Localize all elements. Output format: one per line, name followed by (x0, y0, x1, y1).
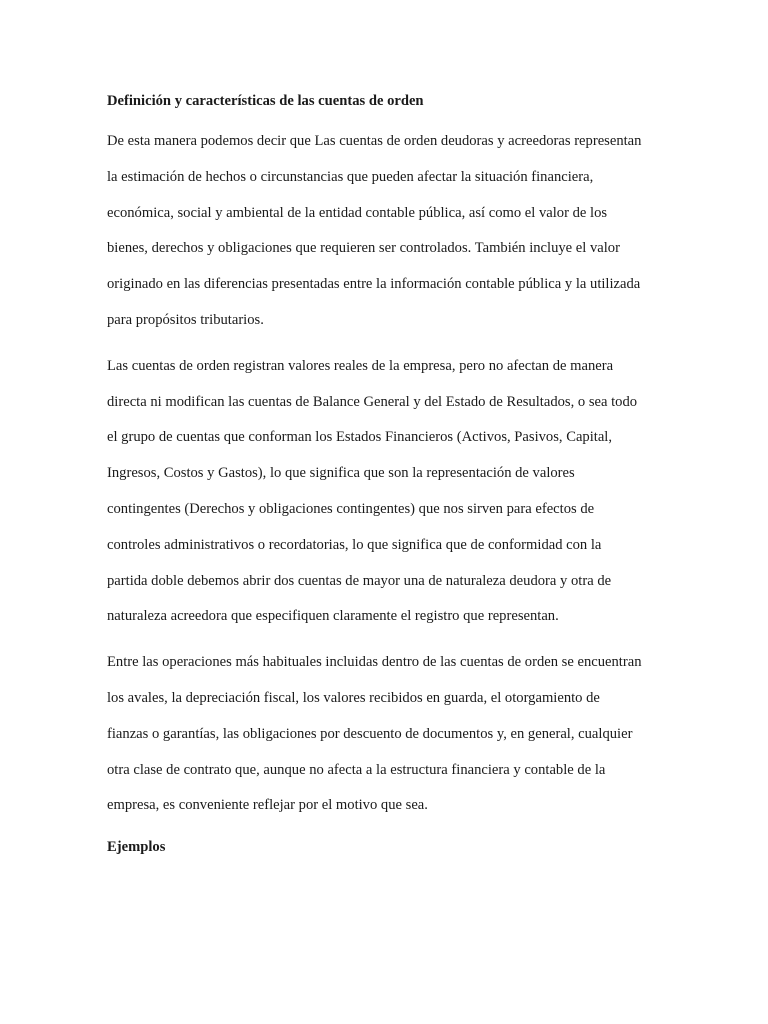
document-body (107, 88, 667, 860)
paragraph-line: partida doble debemos abrir dos cuentas de mayor una de naturaleza deudora y otra de (107, 572, 612, 589)
paragraph-line: originado en las diferencias presentadas entre la información contable pública y la utilizada (107, 276, 641, 293)
paragraph-line: los avales, la depreciación fiscal, los valores recibidos en guarda, el otorgamiento de (107, 689, 600, 706)
paragraph-3 (107, 645, 667, 824)
paragraph-line: bienes, derechos y obligaciones que requieren ser controlados. También incluye el valor (107, 240, 620, 257)
paragraph-line: empresa, es conveniente reflejar por el motivo que sea. (107, 797, 428, 814)
paragraph-line: Las cuentas de orden registran valores reales de la empresa, pero no afectan de manera (107, 357, 614, 374)
paragraph-line: directa ni modifican las cuentas de Balance General y del Estado de Resultados, o sea todo (107, 393, 638, 410)
paragraph-1 (107, 124, 667, 339)
paragraph-line: otra clase de contrato que, aunque no afecta a la estructura financiera y contable de la (107, 761, 606, 778)
paragraph-line: De esta manera podemos decir que Las cuentas de orden deudoras y acreedoras representan (107, 133, 642, 149)
section-heading-ejemplos: Ejemplos (107, 839, 166, 856)
paragraph-line: Ingresos, Costos y Gastos), lo que significa que son la representación de valores (107, 465, 575, 482)
paragraph-line: para propósitos tributarios. (107, 311, 264, 328)
document-title: Definición y características de las cuentas de orden (107, 93, 424, 109)
paragraph-line: la estimación de hechos o circunstancias que pueden afectar la situación financiera, (107, 168, 594, 185)
paragraph-line: naturaleza acreedora que especifiquen claramente el registro que representan. (107, 608, 559, 625)
paragraph-line: el grupo de cuentas que conforman los Estados Financieros (Activos, Pasivos, Capital, (107, 429, 613, 446)
paragraph-line: económica, social y ambiental de la entidad contable pública, así como el valor de los (107, 204, 608, 221)
paragraph-2 (107, 349, 667, 635)
paragraph-line: contingentes (Derechos y obligaciones contingentes) que nos sirven para efectos de (107, 500, 595, 517)
paragraph-line: fianzas o garantías, las obligaciones por descuento de documentos y, en general, cualquier (107, 725, 633, 742)
paragraph-line: Entre las operaciones más habituales incluidas dentro de las cuentas de orden se encuentran (107, 654, 642, 671)
paragraph-line: controles administrativos o recordatorias, lo que significa que de conformidad con la (107, 536, 602, 553)
